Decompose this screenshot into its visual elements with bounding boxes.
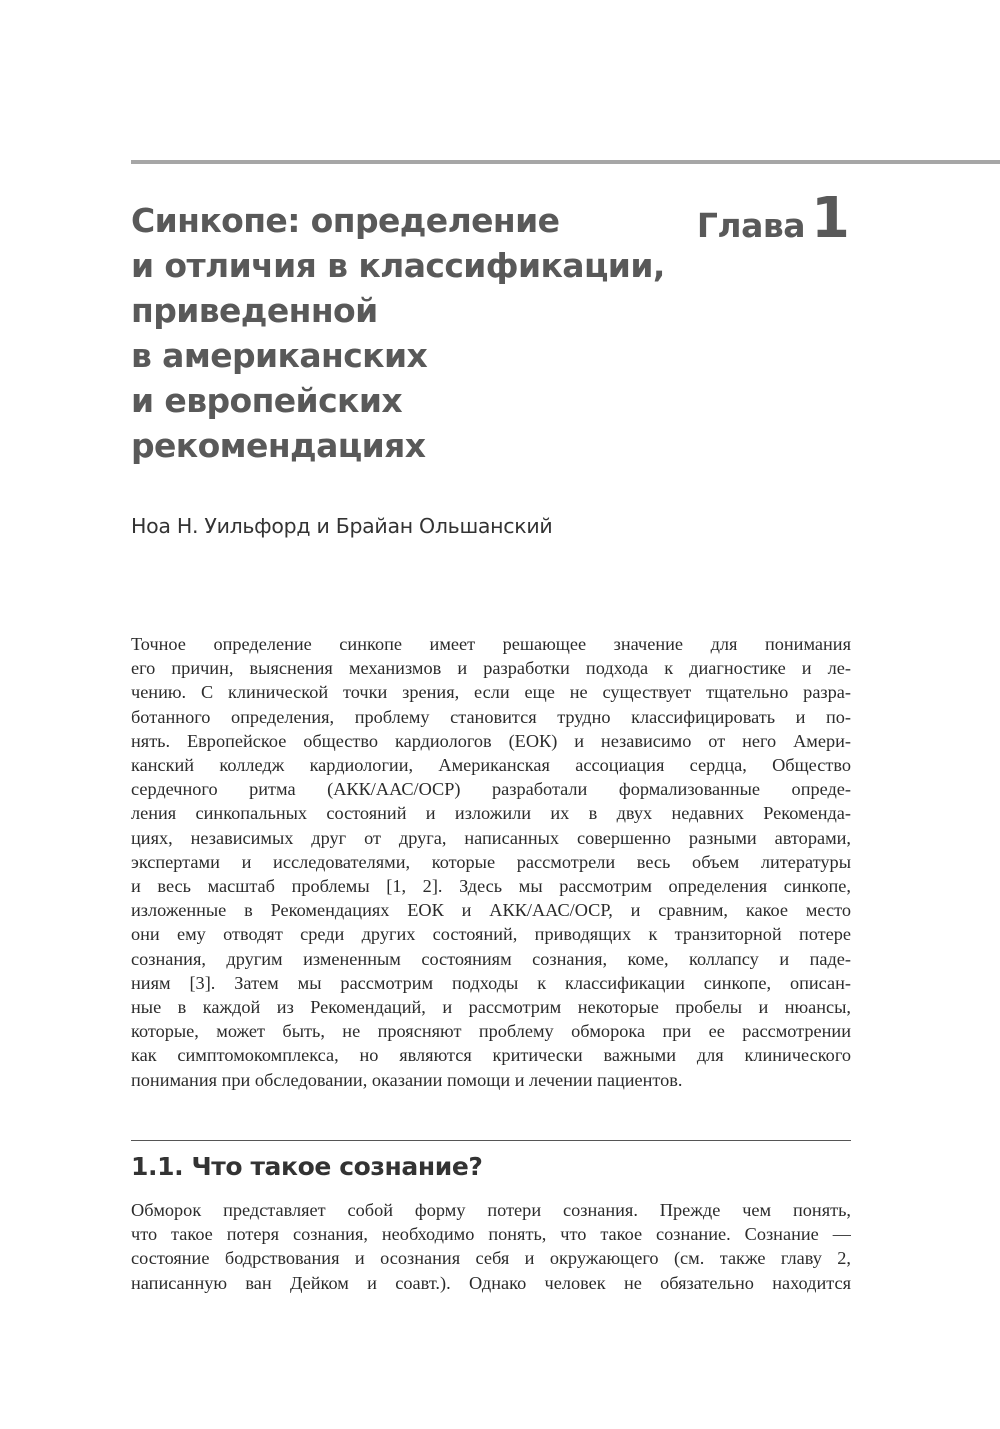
top-rule: [131, 160, 1000, 164]
text-line: ные в каждой из Рекомендаций, и рассмотрим некоторые пробелы и нюансы,: [131, 997, 851, 1018]
text-line: нять. Европейское общество кардиологов (ЕОК) и независимо от него Амери-: [131, 730, 851, 751]
text-line: канский колледж кардиологии, Американская ассоциация сердца, Общество: [131, 755, 851, 776]
section-rule: [131, 1140, 851, 1141]
text-line: чению. С клинической точки зрения, если еще не существует тщательно разра-: [131, 682, 851, 703]
text-line: экспертами и исследователями, которые рассмотрели весь объем литературы: [131, 851, 851, 872]
text-line: Точное определение синкопе имеет решающее значение для понимания: [131, 634, 851, 654]
text-line: что такое потеря сознания, необходимо понять, что такое сознание. Сознание —: [131, 1224, 851, 1245]
text-line: они ему отводят среди других состояний, приводящих к транзиторной потере: [131, 924, 851, 945]
chapter-label-word: Глава: [696, 206, 806, 245]
text-line: сознания, другим измененным состояниям сознания, коме, коллапсу и паде-: [131, 948, 851, 969]
text-line: изложенные в Рекомендациях ЕОК и АКК/ААС/ОСР, и сравним, какое место: [131, 900, 851, 921]
text-line: ботанного определения, проблему становится трудно классифицировать и по-: [131, 706, 851, 727]
text-line: Обморок представляет собой форму потери сознания. Прежде чем понять,: [131, 1200, 851, 1220]
chapter-title: [131, 198, 711, 468]
text-line: понимания при обследовании, оказании помощи и лечении пациентов.: [131, 1069, 683, 1090]
text-line: написанную ван Дейком и соавт.). Однако человек не обязательно находится: [131, 1272, 851, 1293]
text-line: его причин, выяснения механизмов и разработки подхода к диагностике и ле-: [131, 658, 851, 679]
chapter-title-line: приведенной: [131, 291, 378, 330]
text-line: ниям [3]. Затем мы рассмотрим подходы к классификации синкопе, описан-: [131, 972, 851, 993]
section-heading: 1.1. Что такое сознание?: [131, 1152, 483, 1181]
chapter-title-line: Синкопе: определение: [131, 201, 560, 240]
chapter-title-line: и отличия в классификации,: [131, 246, 665, 285]
text-line: которые, может быть, не проясняют проблему обморока при ее рассмотрении: [131, 1021, 851, 1042]
text-line: ления синкопальных состояний и изложили их в двух недавних Рекоменда-: [131, 803, 851, 824]
text-line: как симптомокомплекса, но являются критически важными для клинического: [131, 1045, 851, 1066]
section-paragraph: [131, 1198, 851, 1295]
text-line: циях, независимых друг от друга, написанных совершенно разными авторами,: [131, 827, 851, 848]
intro-paragraph: [131, 632, 851, 1092]
chapter-label: [690, 186, 850, 251]
text-line: сердечного ритма (АКК/ААС/ОСР) разработали формализованные опреде-: [131, 779, 851, 800]
chapter-authors: Ноа Н. Уильфорд и Брайан Ольшанский: [131, 514, 553, 538]
chapter-title-line: рекомендациях: [131, 426, 426, 465]
chapter-number: 1: [811, 186, 850, 251]
chapter-title-line: в американских: [131, 336, 428, 375]
text-line: состояние бодрствования и осознания себя и окружающего (см. также главу 2,: [131, 1248, 851, 1269]
chapter-title-line: и европейских: [131, 381, 403, 420]
text-line: и весь масштаб проблемы [1, 2]. Здесь мы рассмотрим определения синкопе,: [131, 876, 851, 897]
